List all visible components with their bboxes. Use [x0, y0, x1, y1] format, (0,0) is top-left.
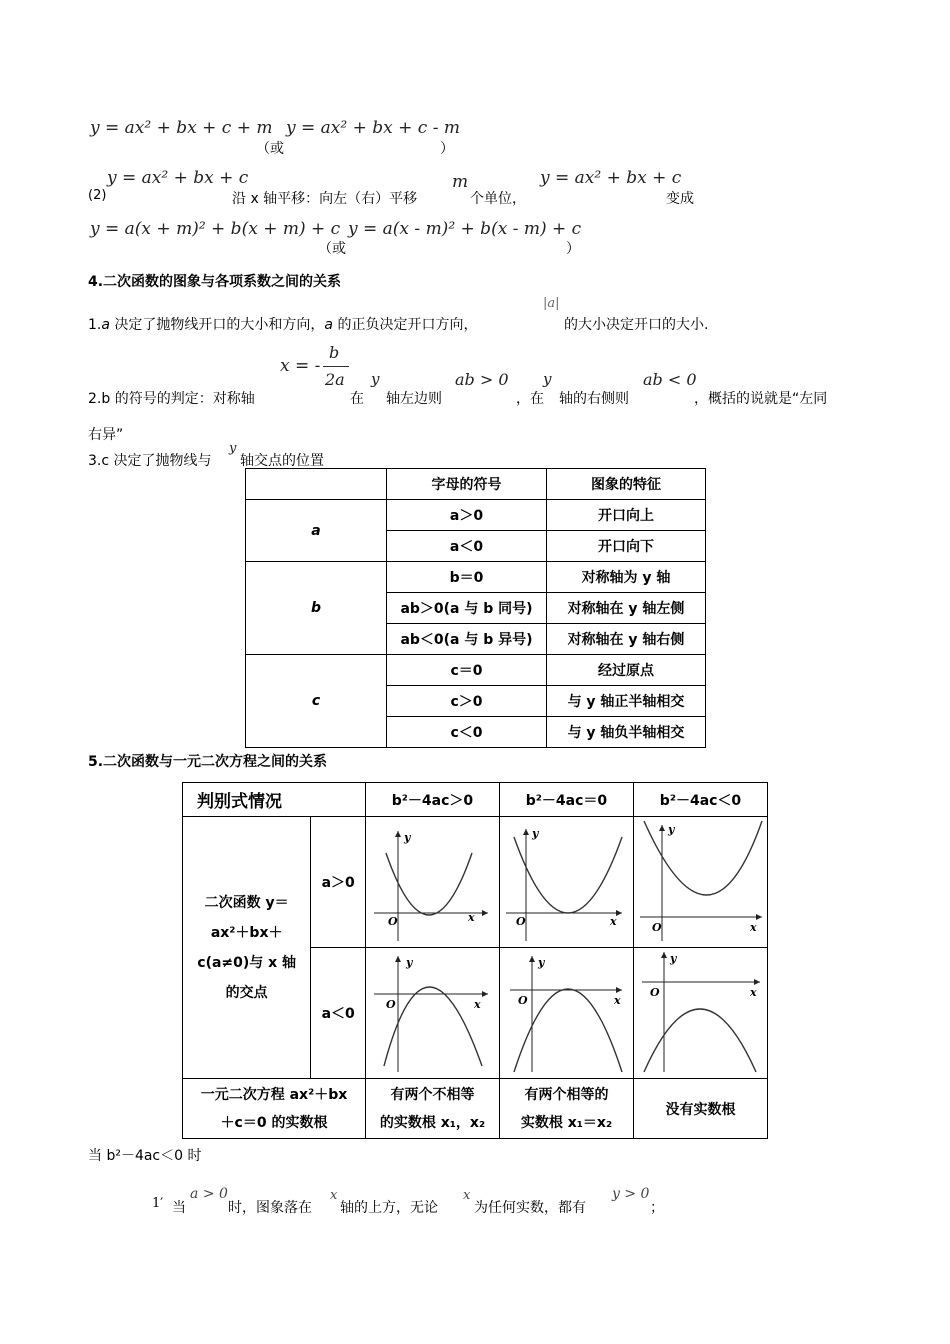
origin-label: O: [649, 986, 660, 999]
parabola-graph: [500, 948, 633, 1078]
equation-label-line: ＋c＝0 的实数根: [220, 1114, 328, 1131]
ab-neg: ab < 0: [643, 370, 697, 389]
row-label-line: 的交点: [225, 984, 268, 1001]
p1-text: 决定了抛物线开口的大小和方向，: [109, 317, 325, 333]
table1-header-feature: 图象的特征: [547, 469, 706, 500]
graph-no-root-up: [633, 817, 767, 948]
p1-var-a2: a: [324, 317, 333, 333]
footer-x: x: [330, 1188, 338, 1203]
p3-y: y: [229, 441, 237, 456]
parabola-graph: [634, 817, 767, 947]
equation-label-line: 一元二次方程 ax²＋bx: [200, 1086, 348, 1103]
y-symbol-2: y: [543, 370, 552, 388]
table2-header-label: 判别式情况: [183, 783, 366, 817]
footer-y-positive: y > 0: [612, 1186, 650, 1202]
table1-cell: 对称轴为 y 轴: [547, 562, 706, 593]
table2-col-negative: b²－4ac＜0: [633, 783, 767, 817]
formula-base-2: y = ax² + bx + c: [540, 168, 682, 188]
table1-cell: ab＜0(a 与 b 异号): [387, 624, 547, 655]
item-number: (2): [88, 188, 107, 203]
coefficient-table: [245, 468, 706, 748]
parabola-graph: [366, 948, 499, 1078]
axis-formula-den: 2a: [325, 370, 345, 389]
ab-pos: ab > 0: [455, 370, 509, 389]
x-axis-label: x: [467, 911, 475, 924]
graph-one-root-down: [499, 948, 633, 1079]
p1-text-2: 的正负决定开口方向，: [333, 317, 478, 333]
table1-cell: 与 y 轴负半轴相交: [547, 717, 706, 748]
roots-line: 有两个不相等: [390, 1086, 475, 1103]
formula-shift-up: y = ax² + bx + c + m: [90, 118, 273, 138]
parabola-graph: [500, 817, 633, 947]
footer-text-c: 轴的上方，无论: [340, 1200, 438, 1216]
origin-label: O: [387, 915, 398, 928]
table1-cell: 对称轴在 y 轴右侧: [547, 624, 706, 655]
formula-base: y = ax² + bx + c: [107, 168, 249, 188]
footer-semicolon: ；: [650, 1200, 664, 1216]
p2-text-b: 在: [350, 391, 364, 407]
table1-cell: c＞0: [387, 686, 547, 717]
section-4-title: 4.二次函数的图象与各项系数之间的关系: [88, 274, 342, 290]
table1-cell: 对称轴在 y 轴左侧: [547, 593, 706, 624]
footer-cond: a > 0: [190, 1186, 228, 1202]
row-label-line: ax²＋bx＋: [210, 924, 283, 941]
table1-corner: [246, 469, 387, 500]
table2-equation-label: [183, 1079, 366, 1139]
table1-letter-b: b: [246, 562, 387, 655]
table1-header-sign: 字母的符号: [387, 469, 547, 500]
becomes-text: 变成: [666, 191, 694, 207]
p2-text-d: ，在: [516, 391, 544, 407]
origin-label: O: [517, 994, 528, 1007]
fraction-bar: [323, 366, 349, 367]
formula-shift-down: y = ax² + bx + c - m: [286, 118, 460, 138]
abs-a: |a|: [543, 296, 560, 311]
y-axis-label: y: [405, 956, 413, 969]
roots-line: 的实数根 x₁，x₂: [379, 1114, 486, 1131]
table2-two-distinct-roots: [365, 1079, 499, 1139]
y-symbol-1: y: [371, 370, 380, 388]
footer-x-2: x: [463, 1188, 471, 1203]
p1-number: 1.: [88, 317, 102, 333]
graph-two-roots-up: [365, 817, 499, 948]
y-axis-label: y: [669, 952, 677, 965]
table1-cell: ab＞0(a 与 b 同号): [387, 593, 547, 624]
x-axis-label: x: [749, 921, 757, 934]
x-axis-label: x: [613, 994, 621, 1007]
table1-letter-a: a: [246, 500, 387, 562]
table2-col-zero: b²－4ac＝0: [499, 783, 633, 817]
p1-var-a: a: [101, 317, 110, 333]
footer-when: 当: [172, 1200, 186, 1216]
table2-a-positive: a＞0: [311, 817, 366, 948]
close-paren: ）: [440, 141, 454, 157]
table2-no-real-roots: 没有实数根: [633, 1079, 767, 1139]
row-label-line: 二次函数 y＝: [204, 894, 289, 911]
table1-cell: a＜0: [387, 531, 547, 562]
x-axis-label: x: [473, 998, 481, 1011]
footer-item-number: 1′: [152, 1196, 164, 1211]
x-axis-label: x: [749, 986, 757, 999]
y-axis-label: y: [537, 956, 545, 969]
m-symbol: m: [452, 172, 469, 192]
section-5-title: 5.二次函数与一元二次方程之间的关系: [88, 754, 328, 770]
table1-cell: a＞0: [387, 500, 547, 531]
p3-text: 3.c 决定了抛物线与: [88, 453, 212, 469]
table1-cell: b＝0: [387, 562, 547, 593]
table1-cell: 经过原点: [547, 655, 706, 686]
or-label: （或: [256, 141, 284, 157]
y-axis-label: y: [667, 823, 675, 836]
footer-text-b: 时，图象落在: [228, 1200, 312, 1216]
footer-line-1: 当 b²－4ac＜0 时: [88, 1148, 202, 1164]
origin-label: O: [385, 998, 396, 1011]
discriminant-table: [182, 782, 768, 1139]
formula-shift-right: y = a(x - m)² + b(x - m) + c: [348, 219, 582, 239]
axis-formula-num: b: [329, 343, 340, 362]
table1-cell: 开口向上: [547, 500, 706, 531]
parabola-graph: [634, 948, 767, 1078]
roots-line: 实数根 x₁＝x₂: [520, 1114, 613, 1131]
paragraph-1: [88, 314, 477, 334]
footer-text-d: 为任何实数，都有: [474, 1200, 586, 1216]
graph-no-root-down: [633, 948, 767, 1079]
table1-cell: c＜0: [387, 717, 547, 748]
table1-letter-c: c: [246, 655, 387, 748]
table1-cell: 开口向下: [547, 531, 706, 562]
shift-text: 沿 x 轴平移：向左（右）平移: [232, 191, 418, 207]
table1-cell: 与 y 轴正半轴相交: [547, 686, 706, 717]
p2-text-f: ，概括的说就是“左同: [694, 391, 828, 407]
table2-col-positive: b²－4ac＞0: [365, 783, 499, 817]
origin-label: O: [515, 915, 526, 928]
close-paren-2: ）: [566, 241, 580, 257]
row-label-line: c(a≠0)与 x 轴: [197, 954, 297, 971]
p1-end: 的大小决定开口的大小.: [564, 317, 709, 333]
parabola-graph: [366, 817, 499, 947]
y-axis-label: y: [403, 831, 411, 844]
p2-text-c: 轴左边则: [386, 391, 442, 407]
p3-end: 轴交点的位置: [240, 453, 324, 469]
table2-a-negative: a＜0: [311, 948, 366, 1079]
unit-text: 个单位，: [470, 191, 526, 207]
p2-text: 2.b 的符号的判定：对称轴: [88, 391, 255, 407]
table2-row-label: [183, 817, 311, 1079]
axis-formula-x: x = -: [280, 356, 321, 376]
graph-two-roots-down: [365, 948, 499, 1079]
or-label-2: （或: [318, 241, 346, 257]
formula-shift-left: y = a(x + m)² + b(x + m) + c: [90, 219, 341, 239]
graph-one-root-up: [499, 817, 633, 948]
origin-label: O: [651, 921, 662, 934]
table2-two-equal-roots: [499, 1079, 633, 1139]
x-axis-label: x: [609, 915, 617, 928]
y-axis-label: y: [531, 827, 539, 840]
roots-line: 有两个相等的: [524, 1086, 609, 1103]
table1-cell: c＝0: [387, 655, 547, 686]
p2-text-g: 右异”: [88, 427, 124, 443]
p2-text-e: 轴的右侧则: [559, 391, 629, 407]
